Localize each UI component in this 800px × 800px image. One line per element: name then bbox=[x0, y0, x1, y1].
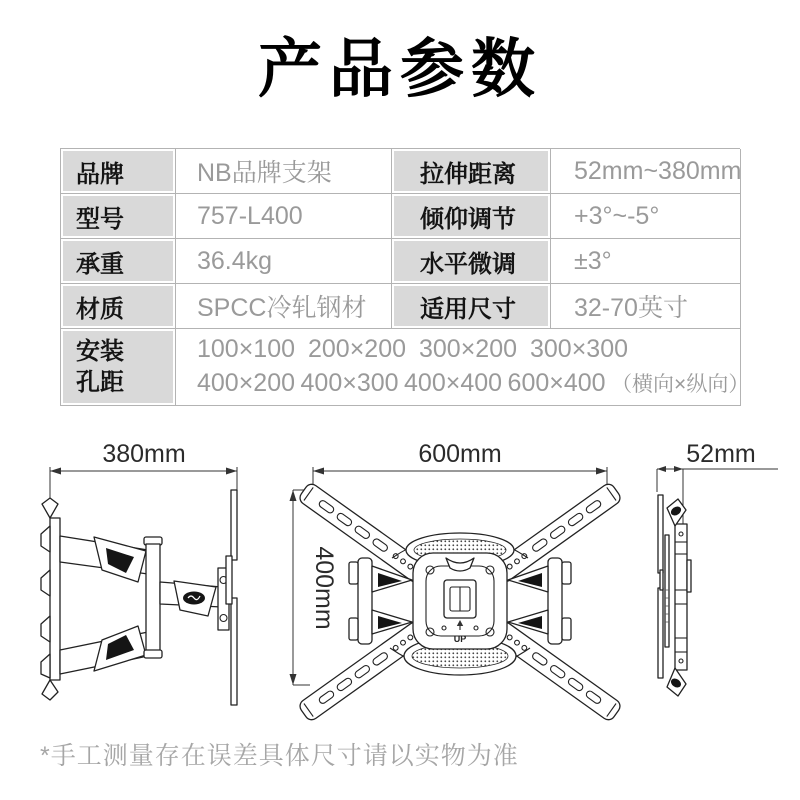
side-extended-dimension-label: 380mm bbox=[102, 440, 186, 468]
spec-value-tilt-adjustment: +3°~-5° bbox=[551, 194, 741, 239]
spec-label-load-capacity: 承重 bbox=[61, 239, 176, 284]
front-up-label: UP bbox=[453, 634, 467, 644]
page-title: 产品参数 bbox=[258, 33, 542, 105]
hole-pattern: 300×200 bbox=[419, 335, 518, 363]
hole-pattern: 600×400 bbox=[507, 369, 606, 397]
spec-value-fit-size: 32-70英寸 bbox=[551, 284, 741, 329]
diagram-front-view bbox=[280, 440, 645, 750]
spec-value-model: 757-L400 bbox=[176, 194, 392, 239]
spec-value-brand: NB品牌支架 bbox=[176, 149, 392, 194]
front-height-dimension-label: 400mm bbox=[310, 546, 338, 630]
front-width-dimension-label: 600mm bbox=[418, 440, 502, 468]
spec-label-material: 材质 bbox=[61, 284, 176, 329]
side-folded-dimension-label: 52mm bbox=[686, 440, 756, 468]
spec-value-extension-distance: 52mm~380mm bbox=[551, 149, 741, 194]
spec-label-model: 型号 bbox=[61, 194, 176, 239]
hole-pattern: 400×400 bbox=[404, 369, 503, 397]
hole-pattern: 400×300 bbox=[300, 369, 399, 397]
spec-table bbox=[60, 148, 750, 406]
spec-value-load-capacity: 36.4kg bbox=[176, 239, 392, 284]
spec-label-tilt-adjustment: 倾仰调节 bbox=[392, 194, 551, 239]
side-extended-drawing bbox=[28, 440, 253, 715]
spec-label-mounting-holes bbox=[61, 329, 176, 406]
diagram-side-folded bbox=[645, 440, 785, 740]
hole-pattern: 100×100 bbox=[197, 335, 296, 363]
footnote: *手工测量存在误差具体尺寸请以实物为准 bbox=[40, 742, 519, 770]
hole-pattern-note: （横向×纵向） bbox=[611, 373, 750, 396]
spec-label-horizontal-adjustment: 水平微调 bbox=[392, 239, 551, 284]
spec-label-extension-distance: 拉伸距离 bbox=[392, 149, 551, 194]
spec-value-horizontal-adjustment: ±3° bbox=[551, 239, 741, 284]
front-view-drawing bbox=[280, 440, 645, 750]
spec-label-brand: 品牌 bbox=[61, 149, 176, 194]
spec-value-material: SPCC冷轧钢材 bbox=[176, 284, 392, 329]
diagram-side-extended bbox=[28, 440, 253, 715]
mounting-label-line1: 安装 bbox=[76, 338, 124, 365]
spec-label-fit-size: 适用尺寸 bbox=[392, 284, 551, 329]
hole-pattern: 300×300 bbox=[530, 335, 629, 363]
mounting-label-line2: 孔距 bbox=[76, 369, 124, 396]
hole-pattern: 200×200 bbox=[308, 335, 407, 363]
mounting-holes-row1 bbox=[197, 332, 641, 366]
side-folded-drawing bbox=[645, 440, 785, 740]
hole-pattern: 400×200 bbox=[197, 369, 296, 397]
spec-value-mounting-holes bbox=[176, 329, 750, 406]
mounting-holes-row2 bbox=[197, 366, 750, 402]
